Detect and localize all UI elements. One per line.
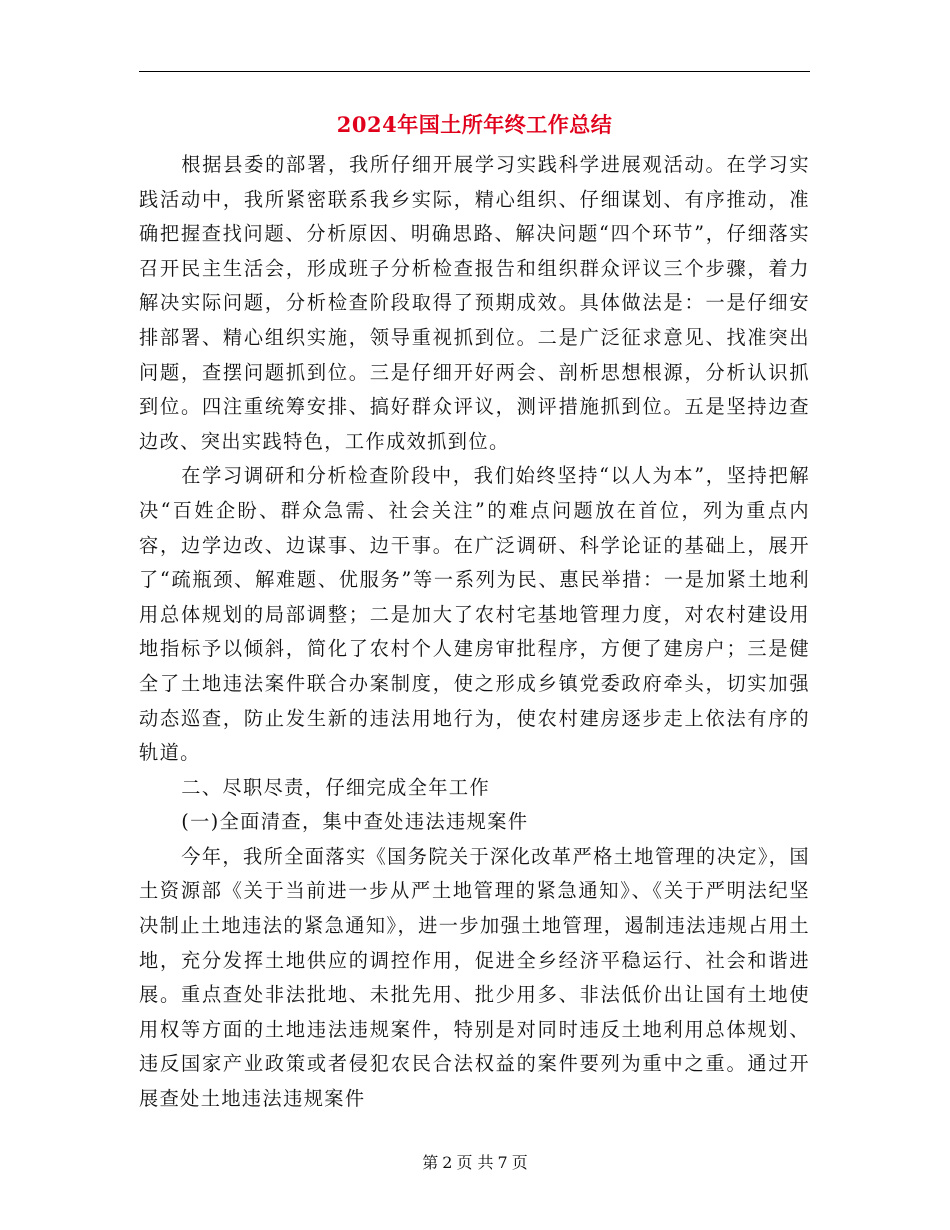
page-footer — [0, 1152, 950, 1174]
footer-middle: 页 共 — [456, 1153, 494, 1172]
footer-suffix: 页 — [511, 1153, 528, 1172]
subsection-heading-1: (一)全面清查，集中查处违法违规案件 — [181, 810, 529, 834]
header-rule — [139, 71, 810, 72]
document-title: 2024年国土所年终工作总结 — [336, 112, 613, 137]
footer-prefix: 第 — [422, 1153, 439, 1172]
footer-total-pages: 7 — [497, 1153, 508, 1172]
paragraph-study-phase: 在学习调研和分析检查阶段中，我们始终坚持“以人为本”，坚持把解决“百姓企盼、群众急需、社会关注”的难点问题放在首位，列为重点内容，边学边改、边谋事、边干事。在广泛调研、科学论证的基础上，展开了“疏瓶颈、解难题、优服务”等一系列为民、惠民举措：一是加紧土地利用总体规划的局部调整；二是加大了农村宅基地管理力度，对农村建设用地指标予以倾斜，简化了农村个人建房审批程序，方便了建房户；三是健全了土地违法案件联合办案制度，使之形成乡镇党委政府牵头，切实加强动态巡查，防止发生新的违法用地行为，使农村建房逐步走上依法有序的轨道。 — [139, 464, 810, 765]
paragraph-investigation: 今年，我所全面落实《国务院关于深化改革严格土地管理的决定》，国土资源部《关于当前进一步从严土地管理的紧急通知》、《关于严明法纪坚决制止土地违法的紧急通知》，进一步加强土地管理，遏制违法违规占用土地，充分发挥土地供应的调控作用，促进全乡经济平稳运行、社会和谐进展。重点查处非法批地、未批先用、批少用多、非法低价出让国有土地使用权等方面的土地违法违规案件，特别是对同时违反土地利用总体规划、违反国家产业政策或者侵犯农民合法权益的案件要列为重中之重。通过开展查处土地违法违规案件 — [139, 844, 810, 1111]
document-body — [139, 148, 810, 1117]
section-heading-2: 二、尽职尽责，仔细完成全年工作 — [181, 775, 491, 799]
paragraph-intro: 根据县委的部署，我所仔细开展学习实践科学进展观活动。在学习实践活动中，我所紧密联系我乡实际，精心组织、仔细谋划、有序推动，准确把握查找问题、分析原因、明确思路、解决问题“四个环节”，仔细落实召开民主生活会，形成班子分析检查报告和组织群众评议三个步骤，着力解决实际问题，分析检查阶段取得了预期成效。具体做法是：一是仔细安排部署、精心组织实施，领导重视抓到位。二是广泛征求意见、找准突出问题，查摆问题抓到位。三是仔细开好两会、剖析思想根源，分析认识抓到位。四注重统筹安排、搞好群众评议，测评措施抓到位。五是坚持边查边改、突出实践特色，工作成效抓到位。 — [139, 153, 810, 453]
footer-page-number: 2 — [442, 1153, 453, 1172]
